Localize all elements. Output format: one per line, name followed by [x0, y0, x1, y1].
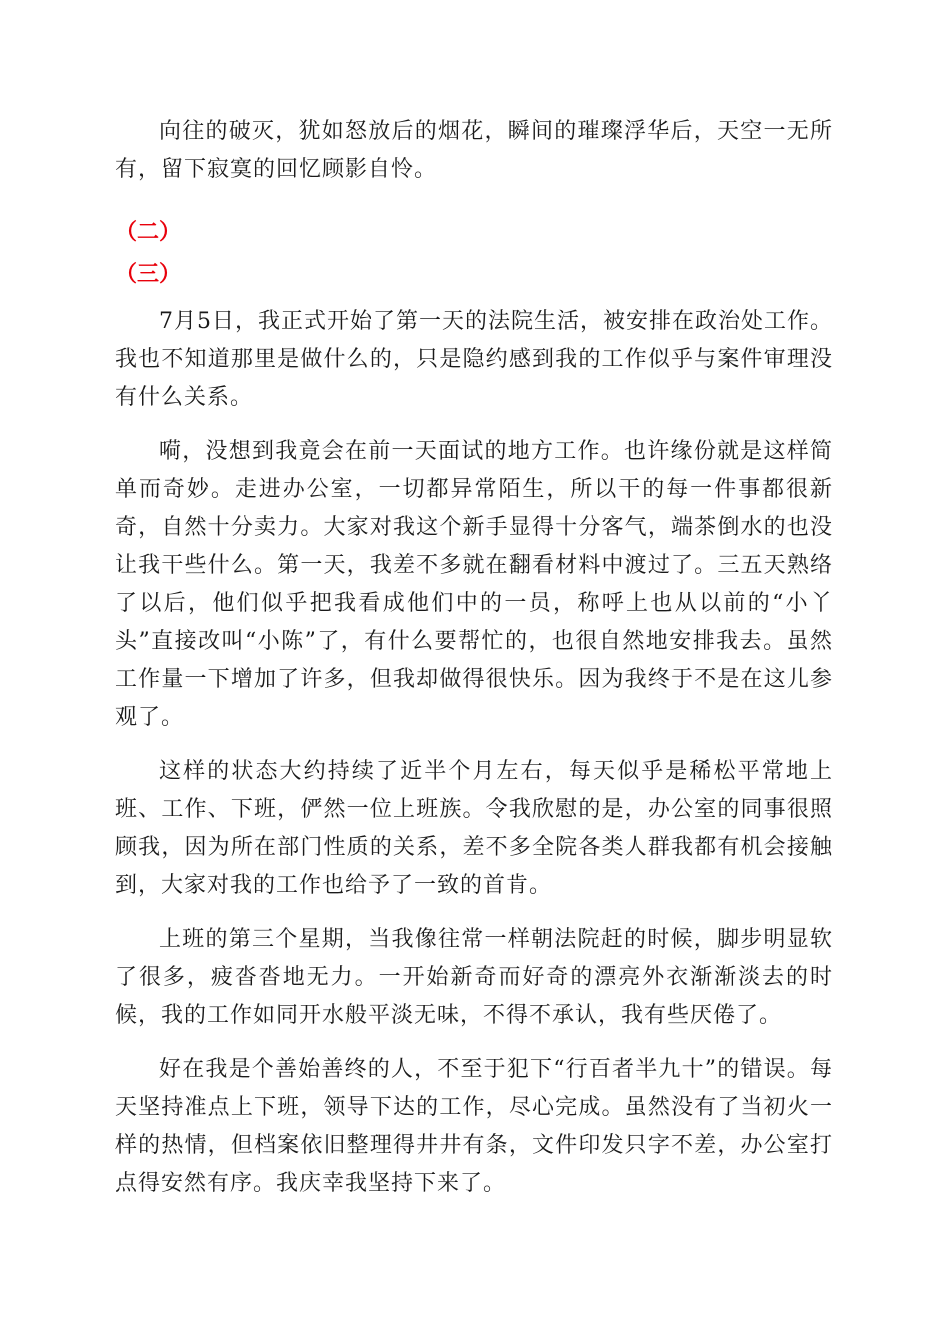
body-paragraph: 7月5日，我正式开始了第一天的法院生活，被安排在政治处工作。我也不知道那里是做什么的，只是隐约感到我的工作似乎与案件审理没有什么关系。 [115, 309, 833, 410]
body-paragraph: 好在我是个善始善终的人，不至于犯下“行百者半九十”的错误。每天坚持准点上下班，领导下达的工作，尽心完成。虽然没有了当初火一样的热情，但档案依旧整理得井井有条，文件印发只字不差，办公室打点得安然有序。我庆幸我坚持下来了。 [115, 1057, 833, 1196]
section-heading-3: （三） [115, 261, 182, 287]
document-page [115, 113, 833, 1203]
body-paragraph: 这样的状态大约持续了近半个月左右，每天似乎是稀松平常地上班、工作、下班，俨然一位上班族。令我欣慰的是，办公室的同事很照顾我，因为所在部门性质的关系，差不多全院各类人群我都有机会接触到，大家对我的工作也给予了一致的首肯。 [115, 759, 833, 898]
body-paragraph: 上班的第三个星期，当我像往常一样朝法院赶的时候，脚步明显软了很多，疲沓沓地无力。一开始新奇而好奇的漂亮外衣渐渐淡去的时候，我的工作如同开水般平淡无味，不得不承认，我有些厌倦了。 [115, 927, 833, 1028]
section-heading-2: （二） [115, 219, 182, 245]
body-paragraph: 嗬，没想到我竟会在前一天面试的地方工作。也许缘份就是这样简单而奇妙。走进办公室，一切都异常陌生，所以干的每一件事都很新奇，自然十分卖力。大家对我这个新手显得十分客气，端茶倒水的也没让我干些什么。第一天，我差不多就在翻看材料中渡过了。三五天熟络了以后，他们似乎把我看成他们中的一员，称呼上也从以前的“小丫头”直接改叫“小陈”了，有什么要帮忙的，也很自然地安排我去。虽然工作量一下增加了许多，但我却做得很快乐。因为我终于不是在这儿参观了。 [115, 439, 833, 730]
intro-paragraph: 向往的破灭，犹如怒放后的烟花，瞬间的璀璨浮华后，天空一无所有，留下寂寞的回忆顾影自怜。 [115, 119, 833, 182]
